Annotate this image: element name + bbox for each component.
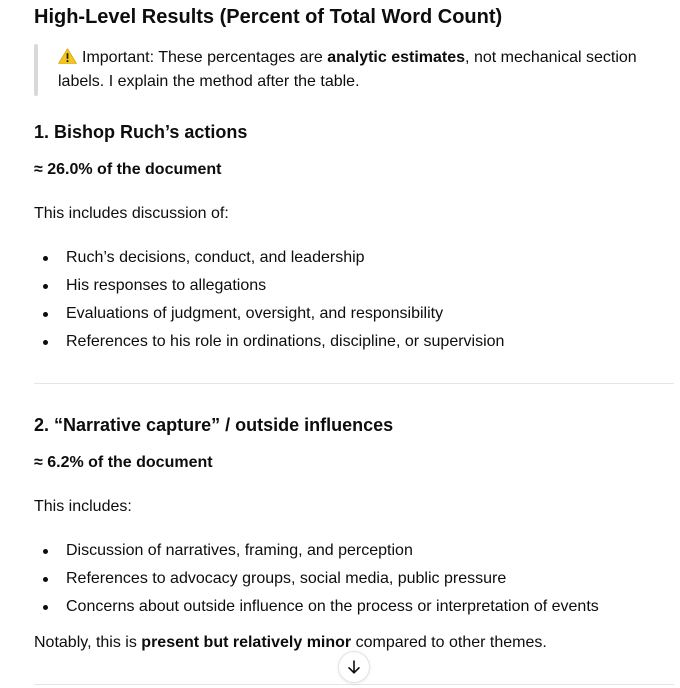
note-suffix: compared to other themes. — [351, 634, 547, 651]
list-item — [34, 328, 504, 356]
note-bold: present but relatively minor — [141, 634, 352, 651]
bullet-dot — [43, 340, 48, 345]
list-item-text: Ruch’s decisions, conduct, and leadership — [66, 249, 365, 266]
list-item — [34, 300, 504, 328]
bullet-dot — [43, 256, 48, 261]
list-item-text: Concerns about outside influence on the process or interpretation of events — [66, 598, 599, 615]
arrow-down-icon — [346, 659, 362, 675]
section-2-note — [34, 634, 547, 652]
section-1-heading: 1. Bishop Ruch’s actions — [34, 122, 248, 142]
callout-suffix: , not mechanical section — [465, 49, 637, 66]
list-item-text: His responses to allegations — [66, 277, 267, 294]
page-title: High-Level Results (Percent of Total Word Count) — [34, 6, 503, 28]
bullet-dot — [43, 284, 48, 289]
list-item — [34, 272, 504, 300]
list-item — [34, 565, 599, 593]
section-2-heading: 2. “Narrative capture” / outside influences — [34, 415, 394, 435]
section-1-estimate: ≈ 26.0% of the document — [34, 161, 222, 178]
scroll-to-bottom-button[interactable] — [338, 651, 370, 683]
list-item — [34, 593, 599, 621]
callout-bar — [34, 44, 38, 96]
list-item — [34, 244, 504, 272]
list-item-text: Discussion of narratives, framing, and perception — [66, 542, 413, 559]
important-callout — [34, 44, 658, 96]
section-2-intro: This includes: — [34, 498, 132, 515]
warning-icon — [58, 48, 77, 64]
callout-line2: labels. I explain the method after the table. — [58, 73, 360, 90]
bottom-divider — [34, 684, 674, 685]
bullet-dot — [43, 312, 48, 317]
section-2-estimate: ≈ 6.2% of the document — [34, 454, 213, 471]
list-item — [34, 537, 599, 565]
list-item-text: References to his role in ordinations, discipline, or supervision — [66, 333, 505, 350]
section-1-intro: This includes discussion of: — [34, 205, 229, 222]
list-item-text: Evaluations of judgment, oversight, and responsibility — [66, 305, 444, 322]
section-divider — [34, 383, 674, 384]
callout-text — [58, 46, 658, 94]
callout-prefix: Important: These percentages are — [82, 49, 328, 66]
callout-bold: analytic estimates — [327, 49, 466, 66]
section-2-list — [34, 537, 599, 621]
section-1-list — [34, 244, 504, 356]
list-item-text: References to advocacy groups, social media, public pressure — [66, 570, 507, 587]
bullet-dot — [43, 549, 48, 554]
bullet-dot — [43, 605, 48, 610]
note-prefix: Notably, this is — [34, 634, 142, 651]
bullet-dot — [43, 577, 48, 582]
